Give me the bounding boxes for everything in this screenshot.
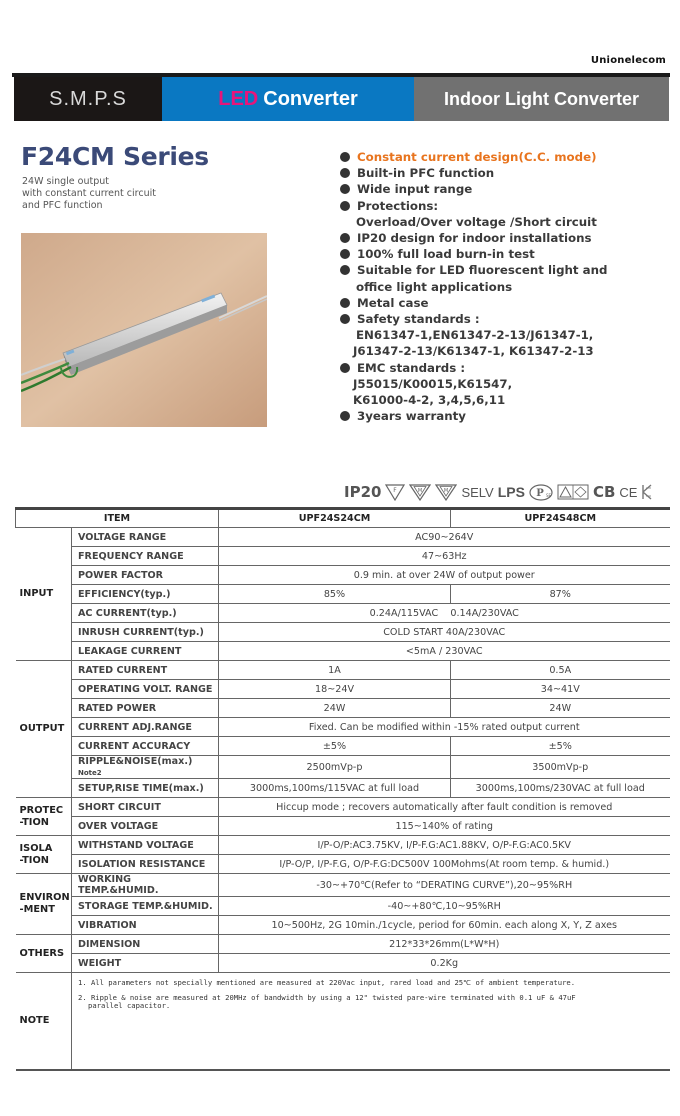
row-label: POWER FACTOR xyxy=(72,566,219,585)
category-banner xyxy=(14,77,669,121)
product-title: F24CM Series xyxy=(21,142,209,171)
feature-item-continued xyxy=(340,392,670,408)
row-label: LEAKAGE CURRENT xyxy=(72,642,219,661)
ce-mark: CE xyxy=(619,484,638,500)
feature-item-continued xyxy=(340,376,670,392)
feature-text: Wide input range xyxy=(357,182,473,197)
selv-mark: SELV xyxy=(461,484,494,500)
bullet-icon xyxy=(340,298,350,308)
feature-text: EN61347-1,EN61347-2-13/J61347-1, xyxy=(356,328,594,343)
row-value-a: 1A xyxy=(219,661,451,680)
row-label: RATED POWER xyxy=(72,699,219,718)
row-value-b: 3500mVp-p xyxy=(451,756,670,779)
pse-icon xyxy=(529,484,553,501)
brand-name: Unionelecom xyxy=(590,55,666,66)
certification-marks xyxy=(344,482,672,502)
led-driver-photo xyxy=(21,233,267,427)
row-value-a: 85% xyxy=(219,585,451,604)
bullet-icon xyxy=(340,363,350,373)
lps-mark: LPS xyxy=(497,484,525,500)
group-environment: ENVIRON -MENT xyxy=(16,874,72,935)
row-value: COLD START 40A/230VAC xyxy=(219,623,670,642)
row-value: 212*33*26mm(L*W*H) xyxy=(219,935,670,954)
row-label: INRUSH CURRENT(typ.) xyxy=(72,623,219,642)
product-subtitle xyxy=(22,176,156,212)
table-row xyxy=(16,604,670,623)
kc-icon xyxy=(641,484,653,500)
banner-led-suffix: Converter xyxy=(263,87,358,110)
feature-item xyxy=(340,311,670,327)
feature-text: 3years warranty xyxy=(357,409,466,424)
spec-table xyxy=(15,507,670,1071)
feature-item-continued xyxy=(340,343,670,359)
banner-indoor-light: Indoor Light Converter xyxy=(414,77,669,121)
group-note: NOTE xyxy=(16,973,72,1070)
group-protection: PROTEC -TION xyxy=(16,798,72,836)
table-row-note xyxy=(16,973,670,1070)
table-row xyxy=(16,798,670,817)
row-value: I/P-O/P:AC3.75KV, I/P-F.G:AC1.88KV, O/P-F.G:AC0.5KV xyxy=(219,836,670,855)
row-label xyxy=(72,756,219,779)
feature-text: Constant current design(C.C. mode) xyxy=(357,150,597,164)
bullet-icon xyxy=(340,184,350,194)
table-row xyxy=(16,642,670,661)
svg-text:F: F xyxy=(393,486,398,494)
table-row xyxy=(16,585,670,604)
cb-mark: CB xyxy=(592,483,616,501)
feature-item-continued xyxy=(340,327,670,343)
header-model-a: UPF24S24CM xyxy=(219,509,451,528)
row-value: Hiccup mode ; recovers automatically after fault condition is removed xyxy=(219,798,670,817)
row-value-a: 3000ms,100ms/115VAC at full load xyxy=(219,779,451,798)
svg-text:M: M xyxy=(444,487,449,494)
table-row xyxy=(16,680,670,699)
table-row xyxy=(16,566,670,585)
svg-text:M: M xyxy=(418,487,423,494)
ip20-mark: IP20 xyxy=(344,483,382,501)
table-row xyxy=(16,661,670,680)
row-label: VIBRATION xyxy=(72,916,219,935)
feature-item xyxy=(340,149,670,165)
banner-led-converter xyxy=(162,77,414,121)
bullet-icon xyxy=(340,265,350,275)
m-mark-icon xyxy=(409,484,431,501)
bullet-icon xyxy=(340,314,350,324)
feature-item xyxy=(340,230,670,246)
row-value: <5mA / 230VAC xyxy=(219,642,670,661)
row-value: AC90~264V xyxy=(219,528,670,547)
table-row xyxy=(16,954,670,973)
note-ref: Note2 xyxy=(78,769,102,777)
row-label: SHORT CIRCUIT xyxy=(72,798,219,817)
feature-item-continued xyxy=(340,214,670,230)
feature-text: Metal case xyxy=(357,295,429,310)
row-label: FREQUENCY RANGE xyxy=(72,547,219,566)
feature-item xyxy=(340,198,670,214)
table-row xyxy=(16,817,670,836)
row-value-b: 34~41V xyxy=(451,680,670,699)
table-row xyxy=(16,623,670,642)
feature-item xyxy=(340,295,670,311)
note-2-line-2: parallel capacitor. xyxy=(88,1001,171,1010)
bullet-icon xyxy=(340,411,350,421)
table-row xyxy=(16,737,670,756)
header-model-b: UPF24S48CM xyxy=(451,509,670,528)
bullet-icon xyxy=(340,201,350,211)
feature-text: 100% full load burn-in test xyxy=(357,247,535,262)
subtitle-line: and PFC function xyxy=(22,200,103,211)
note-1: 1. All parameters not specially mentioned are measured at 220Vac input, rared load and 25℃ of ambient temperature. xyxy=(78,978,576,987)
row-value: I/P-O/P, I/P-F.G, O/P-F.G:DC500V 100Mohms(At room temp. & humid.) xyxy=(219,855,670,874)
ccc-triangle-icon xyxy=(557,484,589,500)
row-value: 0.2Kg xyxy=(219,954,670,973)
feature-text: IP20 design for indoor installations xyxy=(357,231,592,246)
row-value-b: 0.5A xyxy=(451,661,670,680)
svg-text:P: P xyxy=(536,487,544,499)
note-2-line-1: 2. Ripple & noise are measured at 20MHz of bandwidth by using a 12" twisted pare-wire terminated with 0.1 uF & 47uF xyxy=(78,993,576,1002)
feature-list xyxy=(340,149,670,424)
subtitle-line: 24W single output xyxy=(22,176,109,187)
row-value-b: 3000ms,100ms/230VAC at full load xyxy=(451,779,670,798)
table-row xyxy=(16,855,670,874)
row-label: STORAGE TEMP.&HUMID. xyxy=(72,897,219,916)
row-label: WEIGHT xyxy=(72,954,219,973)
feature-text: Overload/Over voltage /Short circuit xyxy=(356,214,597,229)
row-value-a: 2500mVp-p xyxy=(219,756,451,779)
feature-text: EMC standards : xyxy=(357,360,466,375)
banner-led-prefix: LED xyxy=(218,87,259,110)
row-value-a: ±5% xyxy=(219,737,451,756)
row-label: CURRENT ADJ.RANGE xyxy=(72,718,219,737)
table-row xyxy=(16,718,670,737)
table-row xyxy=(16,935,670,954)
table-header-row xyxy=(16,509,670,528)
bullet-icon xyxy=(340,168,350,178)
table-row xyxy=(16,897,670,916)
row-label: DIMENSION xyxy=(72,935,219,954)
feature-item-continued xyxy=(340,279,670,295)
row-value: 115~140% of rating xyxy=(219,817,670,836)
row-label: OVER VOLTAGE xyxy=(72,817,219,836)
feature-item xyxy=(340,181,670,197)
row-value: 47~63Hz xyxy=(219,547,670,566)
row-value: 10~500Hz, 2G 10min./1cycle, period for 60min. each along X, Y, Z axes xyxy=(219,916,670,935)
feature-item xyxy=(340,360,670,376)
feature-item xyxy=(340,262,670,278)
group-output: OUTPUT xyxy=(16,661,72,798)
mm-mark-icon xyxy=(435,484,457,501)
feature-item xyxy=(340,165,670,181)
bullet-icon xyxy=(340,152,350,162)
group-isolation: ISOLA -TION xyxy=(16,836,72,874)
feature-text: Built-in PFC function xyxy=(357,166,495,181)
table-row xyxy=(16,699,670,718)
row-label: OPERATING VOLT. RANGE xyxy=(72,680,219,699)
feature-text: K61000-4-2, 3,4,5,6,11 xyxy=(353,393,506,408)
row-value: Fixed. Can be modified within -15% rated output current xyxy=(219,718,670,737)
table-row xyxy=(16,756,670,779)
row-value: -30~+70℃(Refer to “DERATING CURVE”),20~95%RH xyxy=(219,874,670,897)
banner-smps: S.M.P.S xyxy=(14,77,162,121)
row-label: WORKING TEMP.&HUMID. xyxy=(72,874,219,897)
feature-text: Protections: xyxy=(357,198,439,213)
table-row xyxy=(16,916,670,935)
table-row xyxy=(16,528,670,547)
feature-text: Suitable for LED fluorescent light and xyxy=(357,263,608,278)
feature-item xyxy=(340,408,670,424)
table-row xyxy=(16,547,670,566)
row-value-a: 24W xyxy=(219,699,451,718)
row-label: EFFICIENCY(typ.) xyxy=(72,585,219,604)
note-2 xyxy=(78,994,664,1010)
row-label: SETUP,RISE TIME(max.) xyxy=(72,779,219,798)
table-row xyxy=(16,836,670,855)
feature-text: Safety standards : xyxy=(357,312,480,327)
feature-text: J55015/K00015,K61547, xyxy=(353,376,513,391)
group-input: INPUT xyxy=(16,528,72,661)
row-label: VOLTAGE RANGE xyxy=(72,528,219,547)
table-row xyxy=(16,779,670,798)
row-label: ISOLATION RESISTANCE xyxy=(72,855,219,874)
row-value: 0.9 min. at over 24W of output power xyxy=(219,566,670,585)
feature-text: J61347-2-13/K61347-1, K61347-2-13 xyxy=(353,344,594,359)
bullet-icon xyxy=(340,249,350,259)
subtitle-line: with constant current circuit xyxy=(22,188,156,199)
row-label: AC CURRENT(typ.) xyxy=(72,604,219,623)
row-value-b: ±5% xyxy=(451,737,670,756)
f-mark-icon xyxy=(385,484,405,501)
row-value-b: 24W xyxy=(451,699,670,718)
bullet-icon xyxy=(340,233,350,243)
row-label-text: RIPPLE&NOISE(max.) xyxy=(78,756,193,767)
feature-text: office light applications xyxy=(356,279,513,294)
row-value: 0.24A/115VAC 0.14A/230VAC xyxy=(219,604,670,623)
feature-item xyxy=(340,246,670,262)
row-label: RATED CURRENT xyxy=(72,661,219,680)
group-others: OTHERS xyxy=(16,935,72,973)
row-label: CURRENT ACCURACY xyxy=(72,737,219,756)
row-value-a: 18~24V xyxy=(219,680,451,699)
notes-cell xyxy=(72,973,670,1070)
row-label: WITHSTAND VOLTAGE xyxy=(72,836,219,855)
table-row xyxy=(16,874,670,897)
row-value: -40~+80℃,10~95%RH xyxy=(219,897,670,916)
header-item: ITEM xyxy=(16,509,219,528)
row-value-b: 87% xyxy=(451,585,670,604)
svg-text:SE: SE xyxy=(545,492,552,498)
